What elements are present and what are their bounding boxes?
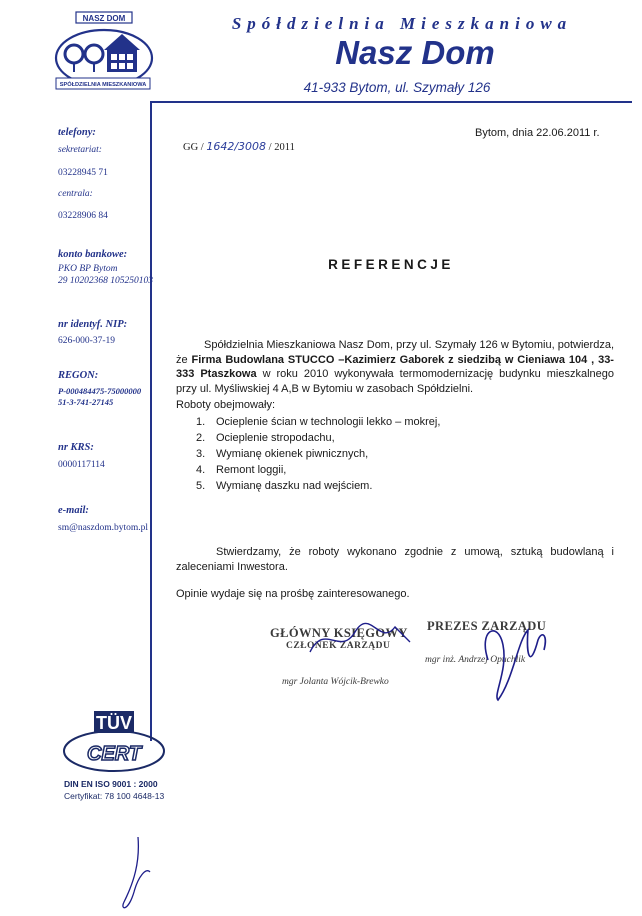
works-list: [196, 414, 440, 494]
central-number: 03228906 84: [58, 211, 108, 221]
bank-account: 29 10202368 105250103: [58, 276, 153, 286]
stamp-left-name: mgr Jolanta Wójcik-Brewko: [282, 677, 389, 687]
secretariat-number: 03228945 71: [58, 168, 108, 178]
reference-number: [183, 140, 295, 153]
cooperative-logo: [52, 10, 154, 96]
list-item: 2. Ocieplenie stropodachu,: [196, 432, 335, 444]
iso-standard: DIN EN ISO 9001 : 2000: [64, 779, 158, 789]
document-title: REFERENCJE: [328, 257, 454, 272]
initials-mark: [110, 832, 160, 914]
list-item: 4. Remont loggii,: [196, 464, 287, 476]
list-item: 1. Ocieplenie ścian w technologii lekko – mokrej,: [196, 416, 441, 428]
reference-suffix: / 2011: [268, 142, 295, 153]
brand-name: Nasz Dom: [335, 34, 495, 71]
central-label: centrala:: [58, 189, 93, 199]
cert-label: CERT: [86, 743, 142, 765]
nip-label: nr identyf. NIP:: [58, 319, 128, 330]
signature-right: [468, 600, 578, 710]
reference-prefix: GG /: [183, 142, 204, 153]
logo-label-top: NASZ DOM: [82, 14, 126, 23]
email-label: e-mail:: [58, 505, 89, 516]
works-label: Roboty obejmowały:: [176, 399, 276, 411]
letter-date: Bytom, dnia 22.06.2011 r.: [475, 127, 600, 139]
email-link[interactable]: sm@naszdom.bytom.pl: [58, 523, 149, 533]
paragraph-closing: Opinie wydaje się na prośbę zainteresowanego.: [176, 588, 410, 600]
paragraph-intro-end: w roku 2010 wykonywała termomodernizację budynku mieszkalnego przy ul. Myśliwskiej 4 A,B w Bytomiu w zasobach Spółdzielni.: [176, 368, 614, 395]
list-item: 3. Wymianę okienek piwnicznych,: [196, 448, 369, 460]
regon-value-1: P-000484475-75000000: [58, 386, 142, 396]
nip-value: 626-000-37-19: [58, 336, 115, 346]
bank-label: konto bankowe:: [58, 249, 128, 260]
tuv-label: TÜV: [96, 713, 132, 733]
regon-label: REGON:: [58, 370, 99, 381]
stamp-board-member: CZŁONEK ZARZĄDU: [286, 641, 391, 651]
list-item: 5. Wymianę daszku nad wejściem.: [196, 480, 373, 492]
phones-label: telefony:: [58, 127, 96, 138]
header-address: 41-933 Bytom, ul. Szymały 126: [303, 80, 491, 95]
certificate-number: Certyfikat: 78 100 4648-13: [64, 791, 165, 801]
secretariat-label: sekretariat:: [58, 145, 102, 155]
paragraph-statement: Stwierdzamy, że roboty wykonano zgodnie z umową, sztuką budowlaną i zaleceniami Inwestora.: [176, 546, 614, 573]
paragraph-intro: [176, 338, 614, 396]
signature-left: [300, 612, 420, 667]
bank-name: PKO BP Bytom: [58, 264, 118, 274]
krs-label: nr KRS:: [58, 442, 94, 453]
regon-value-2: 51-3-741-27145: [58, 397, 114, 407]
header-divider: [150, 101, 632, 103]
stamp-board-president: PREZES ZARZĄDU: [427, 619, 547, 633]
reference-handwritten: 1642/3008: [206, 140, 267, 153]
stamp-chief-accountant: GŁÓWNY KSIĘGOWY: [270, 626, 408, 640]
krs-value: 0000117114: [58, 460, 105, 470]
contractor-name: Firma Budowlana STUCCO –Kazimierz Gaborek z siedzibą w Cieniawa 104 , 33-333 Ptaszkowa: [176, 353, 614, 380]
tuv-cert-logo: [60, 707, 168, 777]
stamp-right-name: mgr inż. Andrzej Opuchlik: [425, 655, 526, 665]
cooperative-name: Spółdzielnia Mieszkaniowa: [231, 14, 573, 33]
logo-label-bottom: SPÓŁDZIELNIA MIESZKANIOWA: [59, 82, 147, 88]
sidebar-divider: [150, 101, 152, 741]
paragraph-intro-start: Spółdzielnia Mieszkaniowa Nasz Dom, przy ul. Szymały 126 w Bytomiu, potwierdza, że: [176, 339, 614, 366]
